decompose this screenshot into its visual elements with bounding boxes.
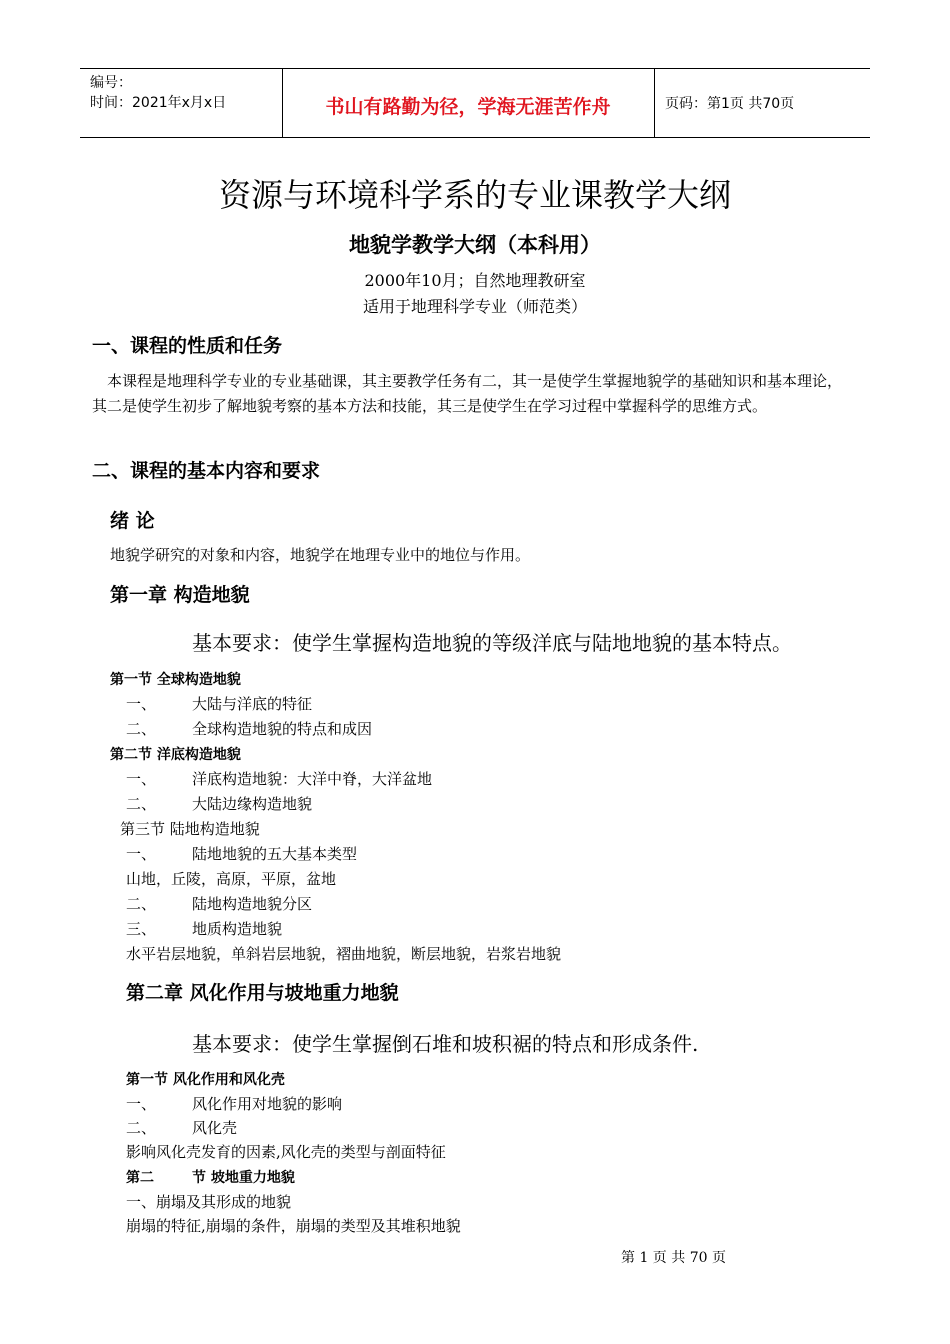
chapter-2-section-1: 第一节 风化作用和风化壳	[126, 1072, 285, 1088]
chapter-1-section-2: 第二节 洋底构造地貌	[110, 747, 241, 763]
list-number: 二、	[126, 895, 157, 913]
document-subtitle: 地貌学教学大纲（本科用）	[349, 233, 601, 257]
list-number: 一、	[126, 1095, 157, 1113]
document-applies-line: 适用于地理科学专业（师范类）	[362, 297, 587, 316]
page-footer: 第 1 页 共 70 页	[621, 1250, 726, 1266]
list-number: 二、	[126, 1119, 157, 1137]
document-date-label: 时间：2021年x月x日	[90, 95, 227, 111]
chapter-2-section-2-label: 第二	[126, 1170, 154, 1186]
chapter-2-heading: 第二章 风化作用与坡地重力地貌	[126, 982, 399, 1004]
list-number: 二、	[126, 795, 157, 813]
list-item: 全球构造地貌的特点和成因	[192, 720, 373, 738]
section-body-nature: 本课程是地理科学专业的专业基础课，其主要教学任务有二，其一是使学生掌握地貌学的基础知识和基本理论，其二是使学生初步了解地貌考察的基本方法和技能，其三是使学生在学习过程中掌握科学的思维方式。	[92, 372, 843, 415]
list-item-detail: 山地，丘陵，高原，平原，盆地	[126, 870, 337, 888]
list-item: 地质构造地貌	[192, 920, 283, 938]
list-item: 陆地地貌的五大基本类型	[192, 845, 358, 863]
header-table	[80, 68, 870, 138]
list-item-detail: 崩塌的特征,崩塌的条件，崩塌的类型及其堆积地貌	[126, 1217, 461, 1235]
header-left-cell	[90, 73, 226, 113]
list-item: 大陆与洋底的特征	[192, 695, 313, 713]
list-number: 二、	[126, 720, 157, 738]
list-item: 陆地构造地貌分区	[192, 895, 313, 913]
list-item: 大陆边缘构造地貌	[192, 795, 313, 813]
list-item: 风化作用对地貌的影响	[192, 1095, 343, 1113]
section-heading-content: 二、课程的基本内容和要求	[92, 460, 321, 482]
list-item: 风化壳	[192, 1119, 238, 1137]
section-heading-nature: 一、课程的性质和任务	[92, 335, 283, 357]
chapter-1-heading: 第一章 构造地貌	[110, 584, 250, 606]
list-number: 一、	[126, 770, 157, 788]
list-item-detail: 水平岩层地貌，单斜岩层地貌，褶曲地貌，断层地貌，岩浆岩地貌	[126, 945, 562, 963]
document-number-label: 编号：	[90, 75, 132, 91]
list-number: 三、	[126, 920, 157, 938]
intro-body: 地貌学研究的对象和内容，地貌学在地理专业中的地位与作用。	[110, 546, 531, 564]
list-number: 一、	[126, 695, 157, 713]
list-item: 一、崩塌及其形成的地貌	[126, 1193, 292, 1211]
header-divider	[654, 69, 655, 137]
list-number: 一、	[126, 845, 157, 863]
list-item: 洋底构造地貌：大洋中脊，大洋盆地	[192, 770, 433, 788]
list-item-detail: 影响风化壳发育的因素,风化壳的类型与剖面特征	[126, 1143, 446, 1161]
chapter-1-requirement: 基本要求：使学生掌握构造地貌的等级洋底与陆地地貌的基本特点。	[192, 631, 792, 655]
chapter-2-section-2: 节 坡地重力地貌	[192, 1170, 295, 1186]
header-motto: 书山有路勤为径，学海无涯苦作舟	[325, 96, 611, 118]
intro-heading: 绪 论	[110, 510, 155, 532]
document-title: 资源与环境科学系的专业课教学大纲	[218, 176, 731, 214]
chapter-2-requirement: 基本要求：使学生掌握倒石堆和坡积裾的特点和形成条件.	[192, 1032, 699, 1056]
chapter-1-section-3: 第三节 陆地构造地貌	[120, 820, 260, 838]
chapter-1-section-1: 第一节 全球构造地貌	[110, 672, 241, 688]
header-page-info: 页码：第1页 共70页	[665, 96, 795, 112]
document-date-line: 2000年10月；自然地理教研室	[364, 271, 586, 290]
